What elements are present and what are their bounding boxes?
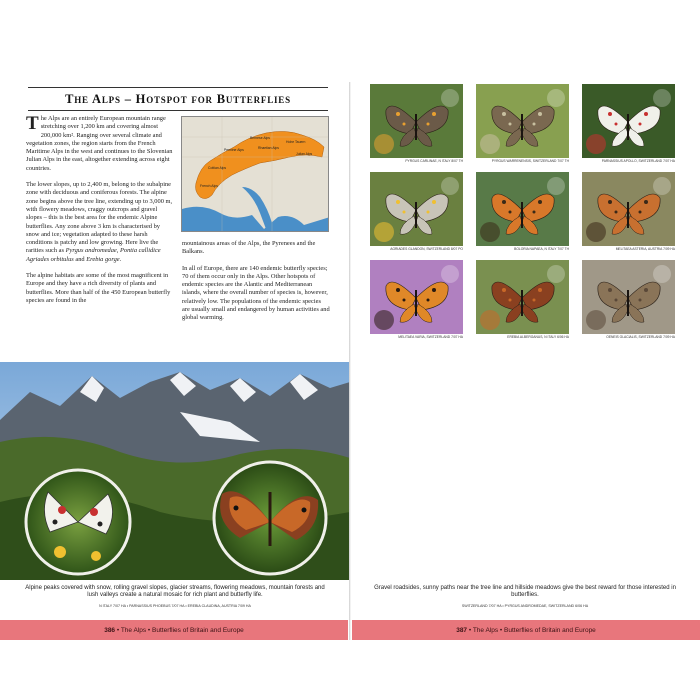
photo-credit: N ITALY 7/07 HA • PARNASSIUS PHOEBUS 7/07 HA • EREBIA CLAUDINA, AUSTRIA 7/09 HA [99,604,251,608]
intro-paragraph [26,115,174,173]
photo-credit: SWITZERLAND 7/07 HA • PYRGUS ANDROMEDAE, SWITZERLAND 6/06 HA [461,604,589,608]
butterfly-photo [476,260,569,340]
page-number: 387 [456,626,468,634]
butterfly-photo [476,172,569,252]
alps-map [181,116,329,232]
photo-caption: PARNASSIUS APOLLO, SWITZERLAND 7/07 HA [601,159,675,163]
right-page [350,82,700,640]
map-label: Bernese Alps [250,136,270,140]
text-column-2 [182,240,330,331]
butterfly-image [370,172,463,246]
book-gutter [349,82,351,640]
map-label: Cottian Alps [208,166,227,170]
photo-caption: PYRGUS CARLINAE, N ITALY 8/07 TH [405,159,463,163]
map-label: Julian Alps [296,152,313,156]
text-column-1 [26,115,174,313]
paragraph-text: mountainous areas of the Alps, the Pyrenees and the Balkans. [182,240,316,256]
butterfly-photo [370,84,463,164]
butterfly-image [476,172,569,246]
butterfly-photo [582,84,675,164]
map-label: Hohe Tauern [286,140,306,144]
page-title-rule [28,87,328,111]
butterfly-image [370,84,463,158]
butterfly-photo [582,260,675,340]
map-label: French Alps [200,184,218,188]
butterfly-photo [370,172,463,252]
drop-cap: T [26,113,39,134]
species-name: Pontia callidice [119,247,161,255]
photo-caption: EREBIA ALBERGANUS, N ITALY 6/06 HA [507,335,569,339]
photo-caption: AGRIADES GLANDON, SWITZERLAND 8/07 PO [390,247,463,251]
running-footer: • The Alps • Butterflies of Britain and Europe [468,626,596,634]
running-footer: • The Alps • Butterflies of Britain and Europe [116,626,244,634]
photo-caption: Gravel roadsides, sunny paths near the tree line and hillside meadows give the best reward for those interested in butterflies. [374,585,676,599]
left-page [0,82,350,640]
butterfly-image [476,260,569,334]
butterfly-image [476,84,569,158]
habitats-paragraph: The alpine habitats are some of the most magnificent in Europe and they have a rich diversity of plants and butterflies. More than half of the 450 European butterfly species are found in the [26,272,171,304]
page-number: 386 [104,626,116,634]
butterfly-image [582,84,675,158]
zones-paragraph: The lower slopes, up to 2,400 m, belong to the subalpine zone with deciduous and coniferous forests. The alpine zone begins above the tree line, extending up to 3,000 m, with flowery meadows, craggy outcrops and gravel slopes – this is the best area for the endemic Alpine butterflies. Any zone above 3 km is characterised by snow and ice; vegetation adapted to these harsh conditions is patchy and low growing. Here live the rarities such as Pyrgus andromedae, Pontia callidice Agriades orbitulus and Erebia gorge. [26,181,173,263]
photo-caption: PYRGUS WARRENENSIS, SWITZERLAND 7/07 TH [491,159,569,163]
photo-caption: MELITAEA ASTERIA, AUSTRIA 7/09 HA [615,247,675,251]
photo-caption: OENEIS GLACIALIS, SWITZERLAND 7/09 HA [606,335,675,339]
photo-caption: MELITAEA VARIA, SWITZERLAND 7/07 HA [398,335,463,339]
mountain-landscape-photo [0,362,350,580]
butterfly-image [370,260,463,334]
butterfly-image [582,172,675,246]
paragraph-text: he Alps are an entirely European mountain range stretching over 1,200 km and covering almost 200,000 km². Ranging over several climate and vegetation zones, the region starts from the French Maritime Alps in the west and continues to the Slovenian Julian Alps in the east, altogether extending across eight countries. [26,115,173,172]
species-name: Erebia gorge [86,255,120,263]
page-footer [352,620,700,640]
species-name: Agriades orbitulus [26,255,74,263]
map-label: Pennine Alps [224,148,244,152]
butterfly-photo [370,260,463,340]
page-footer [0,620,348,640]
photo-caption: Alpine peaks covered with snow, rolling gravel slopes, glacier streams, flowering meadows, mountain forests and lush valleys create a natural mosaic for rich plant and butterfly life. [25,585,325,599]
butterfly-photo [476,84,569,164]
species-name: Pyrgus andromedae [65,247,117,255]
page-title: The Alps – Hotspot for Butterflies [65,91,291,106]
butterfly-photo [582,172,675,252]
butterfly-image [582,260,675,334]
paragraph-text: In all of Europe, there are 140 endemic butterfly species; 70 of them occur only in the Alps. Other hotspots of endemic species are the Alantic and Mediterranean islands, where the overall number of species is, however, relatively low. The populations of the endemic species are usually small and endangered by human activities and global warming. [182,264,330,322]
map-label: Rhaetian Alps [258,146,279,150]
photo-caption: BOLORIA NAPAEA, N ITALY 7/07 TH [514,247,569,251]
